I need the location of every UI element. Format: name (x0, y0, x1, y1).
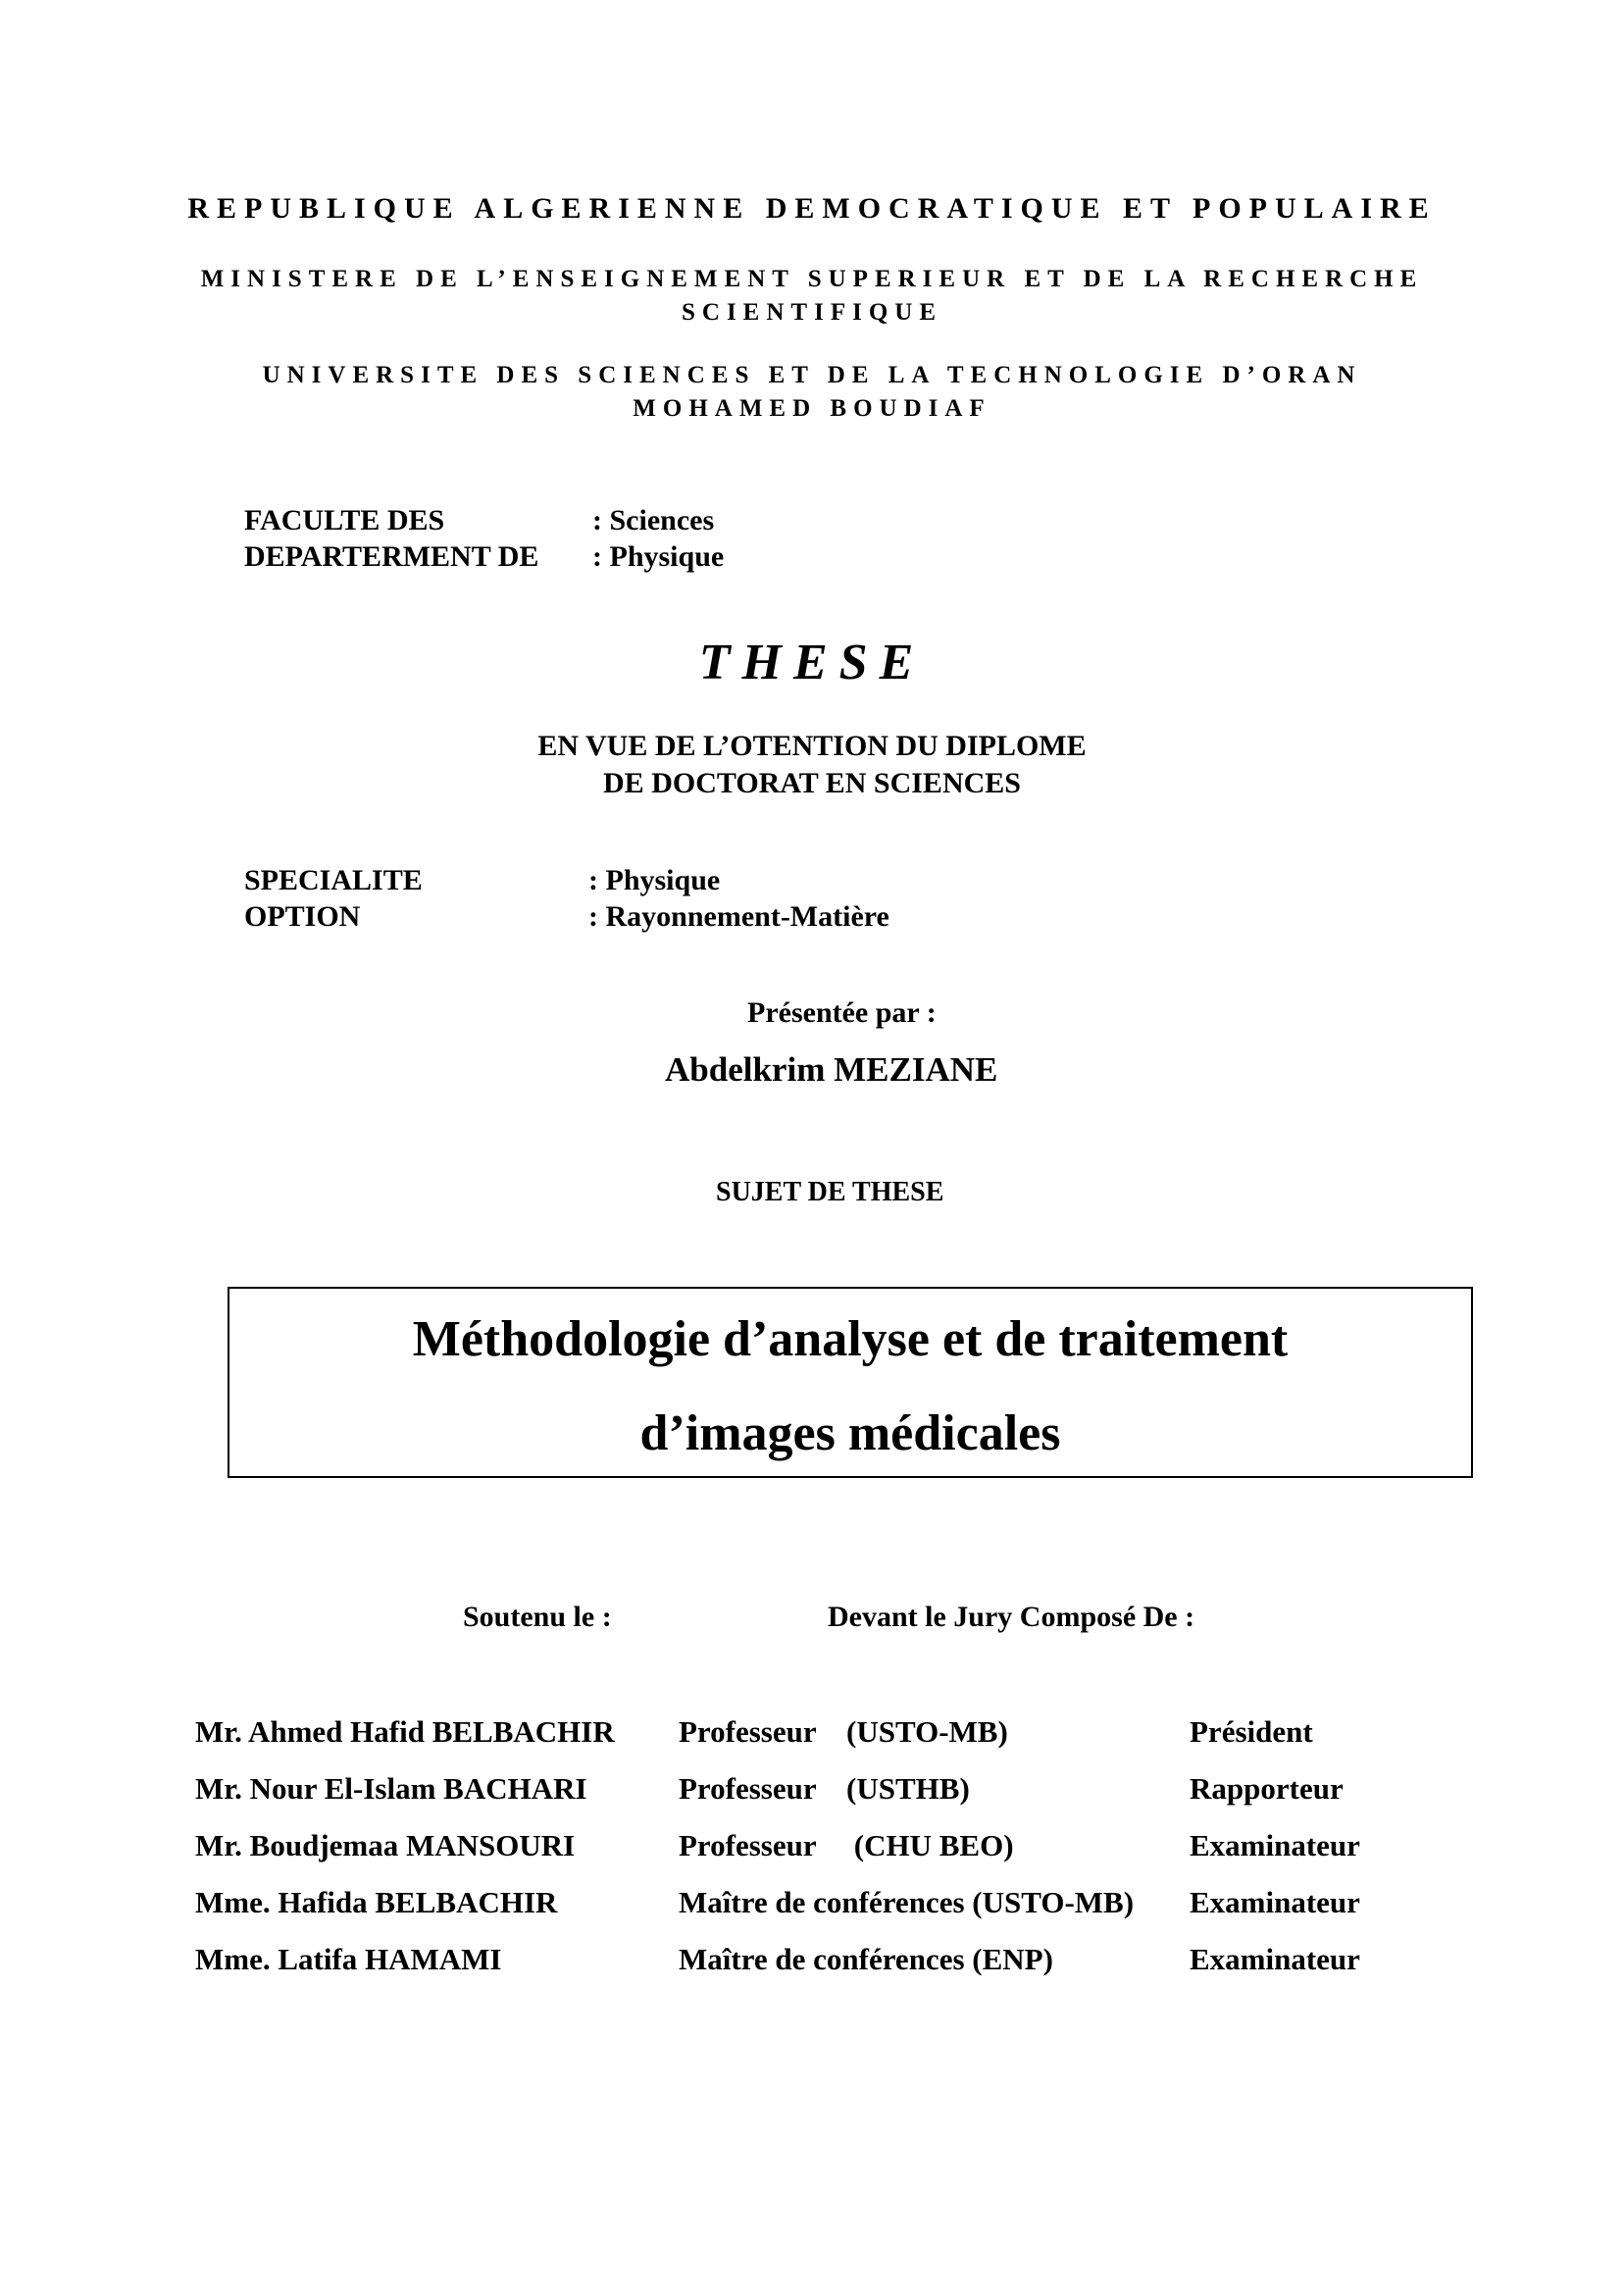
university-line-1: UNIVERSITE DES SCIENCES ET DE LA TECHNOLOGIE D’ORAN (262, 362, 1362, 388)
jury-member-role: Président (1190, 1714, 1313, 1749)
jury-member-title: Maître de conférences (USTO-MB) (679, 1885, 1135, 1919)
jury-member-name: Mr. Ahmed Hafid BELBACHIR (195, 1714, 615, 1749)
presented-by-label: Présentée par : (747, 996, 937, 1029)
option-label: OPTION (244, 900, 361, 933)
option-value: : Rayonnement-Matière (588, 900, 889, 933)
republic-heading: REPUBLIQUE ALGERIENNE DEMOCRATIQUE ET POPULAIRE (187, 192, 1437, 225)
jury-member-title: Professeur (USTO-MB) (679, 1714, 1008, 1749)
jury-member-role: Rapporteur (1190, 1771, 1344, 1806)
jury-member-name: Mme. Hafida BELBACHIR (195, 1885, 558, 1919)
ministry-line-1: MINISTERE DE L’ENSEIGNEMENT SUPERIEUR ET DE LA RECHERCHE (200, 266, 1424, 292)
department-value: : Physique (592, 540, 725, 573)
thesis-title-line-2: d’images médicales (639, 1405, 1061, 1461)
jury-member-title: Professeur (CHU BEO) (679, 1828, 1014, 1862)
thesis-title-box (228, 1287, 1473, 1478)
specialite-label: SPECIALITE (244, 864, 423, 896)
subject-label: SUJET DE THESE (716, 1177, 944, 1207)
jury-heading: Devant le Jury Composé De : (828, 1601, 1195, 1633)
specialite-value: : Physique (588, 864, 721, 896)
university-line-2: MOHAMED BOUDIAF (633, 395, 991, 422)
jury-member-title: Maître de conférences (ENP) (679, 1942, 1053, 1976)
jury-member-name: Mr. Boudjemaa MANSOURI (195, 1828, 576, 1862)
thesis-title-line-1: Méthodologie d’analyse et de traitement (412, 1311, 1289, 1367)
jury-member-role: Examinateur (1190, 1828, 1360, 1862)
jury-member-role: Examinateur (1190, 1885, 1360, 1919)
jury-member-name: Mr. Nour El-Islam BACHARI (195, 1771, 587, 1806)
faculty-label: FACULTE DES (244, 504, 445, 536)
purpose-line-1: EN VUE DE L’OTENTION DU DIPLOME (537, 730, 1087, 762)
department-label: DEPARTERMENT DE (244, 540, 539, 573)
jury-member-name: Mme. Latifa HAMAMI (195, 1942, 502, 1976)
jury-member-role: Examinateur (1190, 1942, 1360, 1976)
defense-date-label: Soutenu le : (463, 1601, 612, 1633)
faculty-value: : Sciences (592, 504, 715, 536)
purpose-line-2: DE DOCTORAT EN SCIENCES (603, 767, 1021, 799)
author-name: Abdelkrim MEZIANE (665, 1050, 998, 1089)
jury-member-title: Professeur (USTHB) (679, 1771, 970, 1806)
thesis-heading: THESE (698, 635, 926, 690)
ministry-line-2: SCIENTIFIQUE (682, 299, 942, 326)
